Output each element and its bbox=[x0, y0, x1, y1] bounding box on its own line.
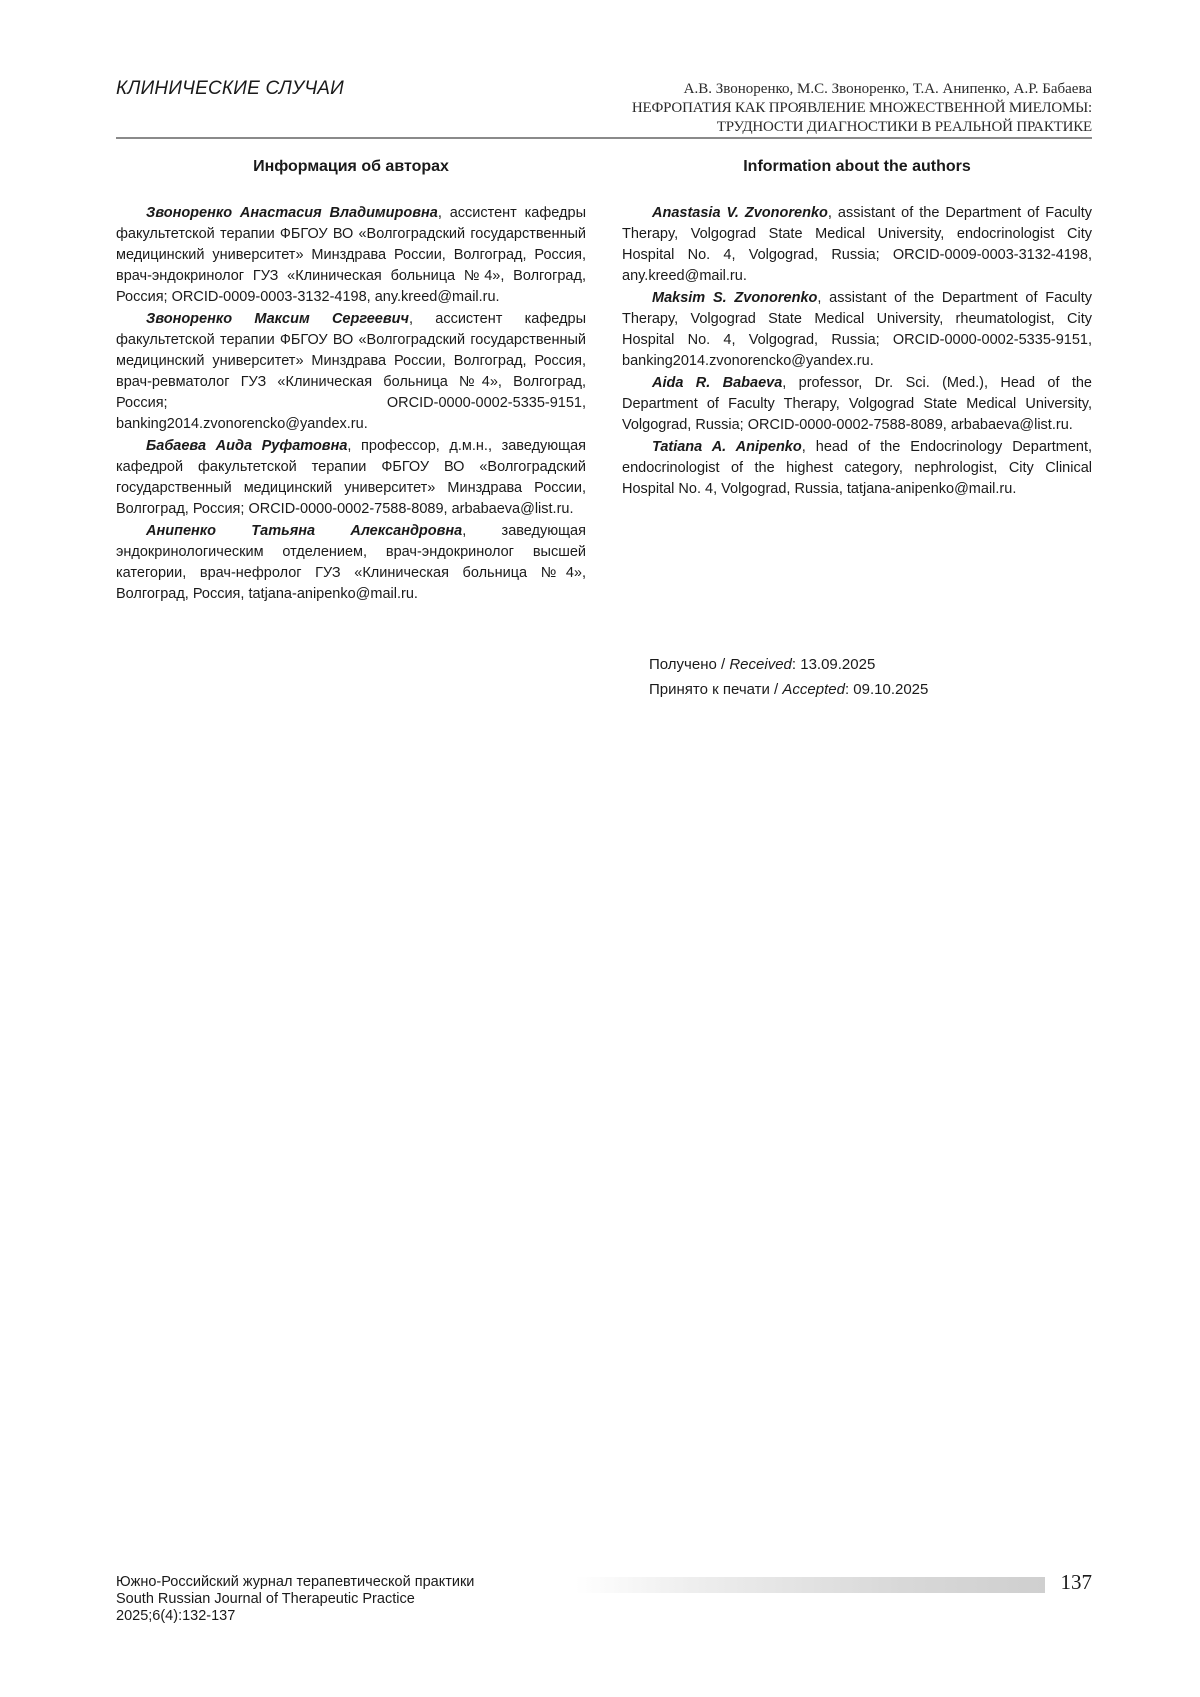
received-date: : 13.09.2025 bbox=[791, 656, 876, 673]
author-details: , профессор, д.м.н., заведующая кафедрой факультетской терапии ФБГОУ ВО «Волгоградский государственный медицинский университет» Минздрава России, Волгоград, Россия; ORCID-0000-0002-7588-8089, arbabaeva@list.ru. bbox=[116, 438, 587, 517]
accepted-line bbox=[649, 677, 928, 702]
journal-footer bbox=[116, 1574, 474, 1625]
author-entry-ru bbox=[116, 521, 586, 605]
author-name: Tatiana A. Anipenko bbox=[652, 439, 802, 455]
author-name: Анипенко Татьяна Александровна bbox=[146, 523, 463, 539]
author-entry-en bbox=[622, 203, 1092, 287]
author-name: Бабаева Аида Руфатовна bbox=[146, 438, 348, 454]
header-divider bbox=[116, 137, 1092, 139]
author-details: , assistant of the Department of Faculty Therapy, Volgograd State Medical University, endocrinologist City Hospital No. 4, Volgograd, Russia; ORCID-0009-0003-3132-4198, any.kreed@mail.ru. bbox=[622, 205, 1092, 284]
author-name: Anastasia V. Zvonorenko bbox=[652, 205, 828, 221]
accepted-label-ru: Принято к печати / bbox=[649, 681, 783, 698]
authors-info-en bbox=[622, 158, 1092, 501]
footer-gradient-bar bbox=[575, 1577, 1045, 1593]
author-name: Звоноренко Анастасия Владимировна bbox=[146, 205, 438, 221]
author-entry-ru bbox=[116, 203, 586, 308]
submission-dates bbox=[649, 652, 928, 702]
authors-info-ru-heading: Информация об авторах bbox=[253, 158, 449, 175]
author-entry-en bbox=[622, 373, 1092, 436]
journal-title-en: South Russian Journal of Therapeutic Practice bbox=[116, 1591, 415, 1607]
author-details: , ассистент кафедры факультетской терапии ФБГОУ ВО «Волгоградский государственный медицинский университет» Минздрава России, Волгоград, Россия, врач-эндокринолог ГУЗ «Клиническая больница №4», Волгоград, Россия; ORCID-0009-0003-3132-4198, any.kreed@mail.ru. bbox=[116, 205, 586, 305]
received-line bbox=[649, 652, 928, 677]
running-header-authors: А.В. Звоноренко, М.С. Звоноренко, Т.А. Анипенко, А.Р. Бабаева bbox=[683, 81, 1092, 97]
author-entry-ru bbox=[116, 436, 586, 520]
author-details: , ассистент кафедры факультетской терапии ФБГОУ ВО «Волгоградский государственный медицинский университет» Минздрава России, Волгоград, Россия, врач-ревматолог ГУЗ «Клиническая больница №4», Волгоград, Россия; ORCID-0000-0002-5335-9151, banking2014.zvonorencko@yandex.ru. bbox=[116, 311, 586, 432]
accepted-label-en: Accepted bbox=[782, 681, 845, 698]
running-header-title-line2: ТРУДНОСТИ ДИАГНОСТИКИ В РЕАЛЬНОЙ ПРАКТИКЕ bbox=[716, 119, 1092, 135]
author-details: , заведующая эндокринологическим отделением, врач-эндокринолог высшей категории, врач-нефролог ГУЗ «Клиническая больница №4», Волгоград, Россия, tatjana-anipenko@mail.ru. bbox=[116, 523, 586, 602]
running-header bbox=[392, 80, 1092, 137]
author-details: , assistant of the Department of Faculty Therapy, Volgograd State Medical University, rheumatologist, City Hospital No. 4, Volgograd, Russia; ORCID-0000-0002-5335-9151, banking2014.zvonorencko@yandex.ru. bbox=[622, 290, 1092, 369]
author-name: Aida R. Babaeva bbox=[652, 375, 783, 391]
received-label-en: Received bbox=[729, 656, 792, 673]
journal-title-ru: Южно-Российский журнал терапевтической практики bbox=[116, 1574, 475, 1590]
author-entry-en bbox=[622, 288, 1092, 372]
accepted-date: : 09.10.2025 bbox=[844, 681, 929, 698]
author-details: , professor, Dr. Sci. (Med.), Head of the Department of Faculty Therapy, Volgograd State Medical University, Volgograd, Russia; ORCID-0000-0002-7588-8089, arbabaeva@list.ru. bbox=[622, 375, 1092, 433]
author-details: , head of the Endocrinology Department, endocrinologist of the highest category, nephrologist, City Clinical Hospital No. 4, Volgograd, Russia, tatjana-anipenko@mail.ru. bbox=[622, 439, 1093, 497]
author-entry-ru bbox=[116, 309, 586, 435]
author-name: Звоноренко Максим Сергеевич bbox=[146, 311, 409, 327]
section-label: КЛИНИЧЕСКИЕ СЛУЧАИ bbox=[116, 78, 344, 99]
page-number: 137 bbox=[1060, 1570, 1092, 1594]
authors-info-ru bbox=[116, 158, 586, 606]
received-label-ru: Получено / bbox=[649, 656, 730, 673]
journal-citation: 2025;6(4):132-137 bbox=[116, 1608, 236, 1624]
author-entry-en bbox=[622, 437, 1092, 500]
authors-info-en-heading: Information about the authors bbox=[743, 158, 971, 175]
author-name: Maksim S. Zvonorenko bbox=[652, 290, 818, 306]
running-header-title-line1: НЕФРОПАТИЯ КАК ПРОЯВЛЕНИЕ МНОЖЕСТВЕННОЙ МИЕЛОМЫ: bbox=[631, 100, 1092, 116]
